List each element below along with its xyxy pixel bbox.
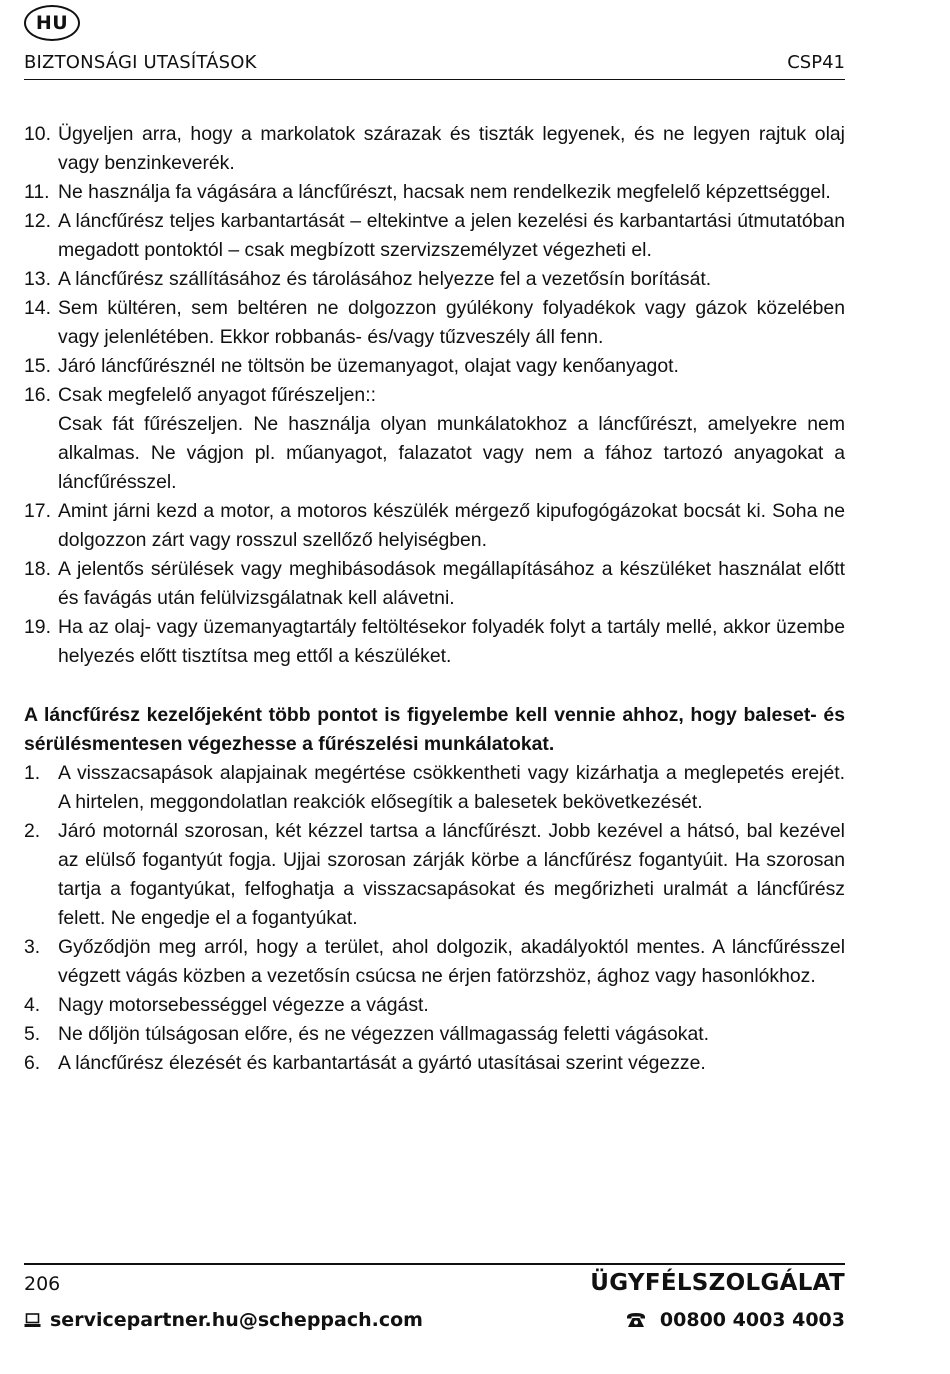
service-email <box>24 1309 423 1331</box>
customer-service-title: ÜGYFÉLSZOLGÁLAT <box>590 1270 845 1296</box>
list-item <box>24 759 845 817</box>
telephone-icon <box>626 1312 646 1328</box>
footer-divider <box>24 1263 845 1265</box>
list-item <box>24 120 845 178</box>
language-badge: HU <box>24 5 80 41</box>
item-number: 19. <box>24 616 51 638</box>
item-number: 12. <box>24 210 51 232</box>
list-item <box>24 265 845 294</box>
list-item <box>24 381 845 497</box>
item-number: 18. <box>24 558 51 580</box>
item-number: 6. <box>24 1052 41 1074</box>
list-item <box>24 207 845 265</box>
item-heading-text: Csak megfelelő anyagot fűrészeljen:: <box>58 384 376 406</box>
list-item <box>24 178 845 207</box>
item-text <box>58 381 845 497</box>
item-number: 13. <box>24 268 51 290</box>
item-number: 2. <box>24 820 41 842</box>
page-number: 206 <box>24 1273 61 1295</box>
list-item <box>24 352 845 381</box>
item-text: A láncfűrész szállításához és tárolásához helyezze fel a vezetősín borítását. <box>58 268 712 290</box>
page-content <box>24 120 845 1078</box>
service-phone <box>626 1309 845 1331</box>
item-number: 4. <box>24 994 41 1016</box>
safety-list-continued <box>24 120 845 671</box>
service-email-link[interactable]: servicepartner.hu@scheppach.com <box>50 1309 423 1331</box>
operator-safety-list <box>24 759 845 1078</box>
list-item <box>24 1049 845 1078</box>
item-text: Ügyeljen arra, hogy a markolatok szárazak és tiszták legyenek, és ne legyen rajtuk olaj vagy benzinkeverék. <box>58 123 845 174</box>
list-item <box>24 817 845 933</box>
header-divider <box>24 79 845 80</box>
item-number: 11. <box>24 181 50 203</box>
item-number: 14. <box>24 297 51 319</box>
item-text: Ne dőljön túlságosan előre, és ne végezzen vállmagasság feletti vágásokat. <box>58 1023 710 1045</box>
item-text: Sem kültéren, sem beltéren ne dolgozzon gyúlékony folyadékok vagy gázok közelében vagy jelenlétében. Ekkor robbanás- és/vagy tűzveszély áll fenn. <box>58 297 845 348</box>
list-item <box>24 613 845 671</box>
laptop-icon <box>24 1313 41 1328</box>
item-text: A láncfűrész teljes karbantartását – eltekintve a jelen kezelési és karbantartási útmutatóban megadott pontoktól – csak megbízott szervizszemélyzet végezheti el. <box>58 210 845 261</box>
list-item <box>24 555 845 613</box>
item-text: Járó láncfűrésznél ne töltsön be üzemanyagot, olajat vagy kenőanyagot. <box>58 355 679 377</box>
item-number: 5. <box>24 1023 41 1045</box>
item-text: Amint járni kezd a motor, a motoros készülék mérgező kipufogógázokat bocsát ki. Soha ne dolgozzon zárt vagy rosszul szellőző helyiségben. <box>58 500 845 551</box>
section-title: BIZTONSÁGI UTASÍTÁSOK <box>24 52 257 73</box>
item-number: 17. <box>24 500 51 522</box>
list-item <box>24 1020 845 1049</box>
item-number: 16. <box>24 384 51 406</box>
item-number: 3. <box>24 936 41 958</box>
list-item <box>24 294 845 352</box>
item-number: 10. <box>24 123 51 145</box>
item-text: Járó motornál szorosan, két kézzel tartsa a láncfűrészt. Jobb kezével a hátsó, bal kezével az elülső fogantyút fogja. Ujjai szorosan zárják körbe a láncfűrész fogantyúit. Ha szorosan tartja a fogantyúkat, felfoghatja a visszacsapásokat és megőrizheti uralmát a láncfűrész felett. Ne engedje el a fogantyúkat. <box>58 820 845 929</box>
item-text: Ne használja fa vágására a láncfűrészt, hacsak nem rendelkezik megfelelő képzettséggel. <box>58 181 831 203</box>
item-text: A láncfűrész élezését és karbantartását a gyártó utasításai szerint végezze. <box>58 1052 706 1074</box>
item-subtext: Csak fát fűrészeljen. Ne használja olyan munkálatokhoz a láncfűrészt, amelyekre nem alkalmas. Ne vágjon pl. műanyagot, falazatot vagy nem a fához tartozó anyagokat a láncfűrésszel. <box>58 413 845 493</box>
list-item <box>24 497 845 555</box>
item-text: A visszacsapások alapjainak megértése csökkentheti vagy kizárhatja a meglepetés erejét. A hirtelen, meggondolatlan reakciók elősegítik a balesetek bekövetkezését. <box>58 762 845 813</box>
list-item <box>24 933 845 991</box>
list-item <box>24 991 845 1020</box>
model-number: CSP41 <box>787 52 845 73</box>
operator-safety-heading: A láncfűrész kezelőjeként több pontot is figyelembe kell vennie ahhoz, hogy baleset- és sérülésmentesen végezhesse a fűrészelési munkálatokat. <box>24 704 845 755</box>
item-text: Ha az olaj- vagy üzemanyagtartály feltöltésekor folyadék folyt a tartály mellé, akkor üzembe helyezés előtt tisztítsa meg ettől a készüléket. <box>58 616 845 667</box>
item-text: Nagy motorsebességgel végezze a vágást. <box>58 994 429 1016</box>
service-phone-number[interactable]: 00800 4003 4003 <box>659 1309 845 1331</box>
item-text: Győződjön meg arról, hogy a terület, ahol dolgozik, akadályoktól mentes. A láncfűrésszel végzett vágás közben a vezetősín csúcsa ne érjen fatörzshöz, ághoz vagy hasonlókhoz. <box>58 936 845 987</box>
item-text: A jelentős sérülések vagy meghibásodások megállapításához a készüléket használat előtt és favágás után felülvizsgálatnak kell alávetni. <box>58 558 845 609</box>
item-number: 1. <box>24 762 41 784</box>
item-number: 15. <box>24 355 51 377</box>
